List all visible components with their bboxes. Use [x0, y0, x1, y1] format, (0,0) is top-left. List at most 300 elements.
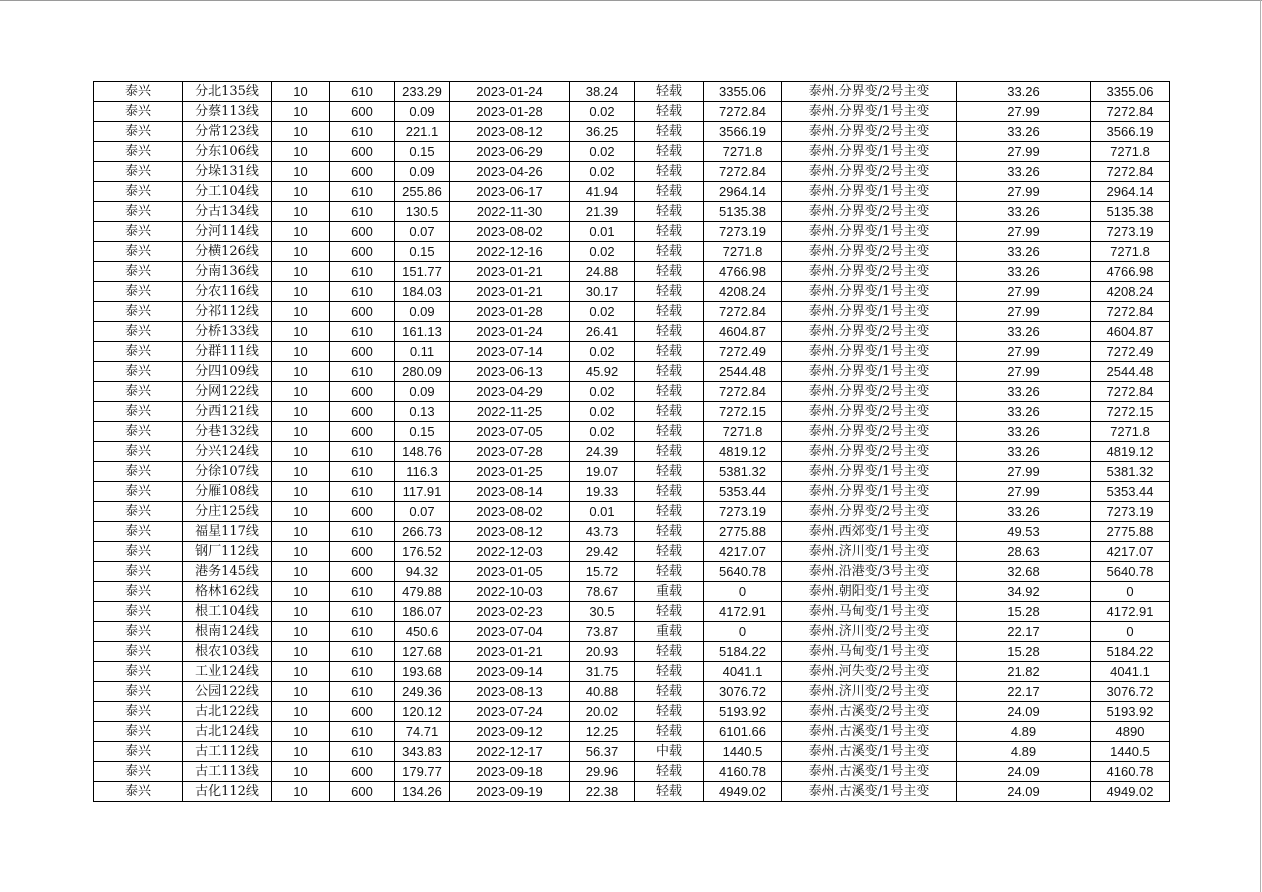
cell-load-level: 轻载 [635, 602, 704, 622]
cell-available-capacity: 4217.07 [1091, 542, 1170, 562]
cell-date: 2023-09-18 [450, 762, 570, 782]
cell-transformer-load-rate: 33.26 [957, 422, 1091, 442]
cell-rated-current: 610 [330, 642, 395, 662]
cell-load-rate: 36.25 [570, 122, 635, 142]
cell-voltage-kv: 10 [272, 462, 330, 482]
cell-rated-current: 600 [330, 562, 395, 582]
cell-transformer: 泰州.分界变/1号主变 [782, 302, 957, 322]
cell-voltage-kv: 10 [272, 622, 330, 642]
cell-transformer: 泰州.古溪变/1号主变 [782, 782, 957, 802]
cell-transformer-load-rate: 33.26 [957, 162, 1091, 182]
cell-rated-current: 610 [330, 122, 395, 142]
cell-rated-current: 610 [330, 522, 395, 542]
cell-voltage-kv: 10 [272, 362, 330, 382]
cell-voltage-kv: 10 [272, 382, 330, 402]
cell-rated-current: 600 [330, 422, 395, 442]
cell-spare-capacity: 7272.84 [704, 162, 782, 182]
cell-load-rate: 30.5 [570, 602, 635, 622]
cell-load-level: 轻载 [635, 102, 704, 122]
cell-load-current: 0.09 [395, 382, 450, 402]
cell-line-name: 格林162线 [183, 582, 272, 602]
cell-available-capacity: 0 [1091, 582, 1170, 602]
cell-load-current: 116.3 [395, 462, 450, 482]
cell-load-rate: 30.17 [570, 282, 635, 302]
cell-transformer-load-rate: 33.26 [957, 402, 1091, 422]
cell-load-current: 179.77 [395, 762, 450, 782]
cell-transformer: 泰州.分界变/2号主变 [782, 82, 957, 102]
cell-available-capacity: 5640.78 [1091, 562, 1170, 582]
cell-spare-capacity: 7271.8 [704, 422, 782, 442]
cell-county: 泰兴 [94, 642, 183, 662]
cell-voltage-kv: 10 [272, 442, 330, 462]
cell-county: 泰兴 [94, 122, 183, 142]
cell-load-rate: 43.73 [570, 522, 635, 542]
cell-spare-capacity: 2775.88 [704, 522, 782, 542]
cell-load-rate: 0.02 [570, 422, 635, 442]
cell-spare-capacity: 4766.98 [704, 262, 782, 282]
cell-line-name: 工业124线 [183, 662, 272, 682]
cell-line-name: 分四109线 [183, 362, 272, 382]
cell-line-name: 分庄125线 [183, 502, 272, 522]
cell-voltage-kv: 10 [272, 202, 330, 222]
cell-available-capacity: 2964.14 [1091, 182, 1170, 202]
cell-county: 泰兴 [94, 322, 183, 342]
cell-rated-current: 600 [330, 502, 395, 522]
cell-spare-capacity: 4160.78 [704, 762, 782, 782]
cell-spare-capacity: 4819.12 [704, 442, 782, 462]
cell-available-capacity: 4208.24 [1091, 282, 1170, 302]
cell-line-name: 公园122线 [183, 682, 272, 702]
cell-county: 泰兴 [94, 102, 183, 122]
table-row [94, 482, 1170, 502]
cell-load-level: 轻载 [635, 302, 704, 322]
cell-transformer: 泰州.分界变/1号主变 [782, 482, 957, 502]
cell-load-current: 193.68 [395, 662, 450, 682]
cell-line-name: 港务145线 [183, 562, 272, 582]
cell-line-name: 分桥133线 [183, 322, 272, 342]
cell-date: 2022-12-03 [450, 542, 570, 562]
cell-spare-capacity: 5135.38 [704, 202, 782, 222]
cell-transformer-load-rate: 33.26 [957, 502, 1091, 522]
cell-load-rate: 0.02 [570, 242, 635, 262]
table-row [94, 262, 1170, 282]
cell-load-current: 184.03 [395, 282, 450, 302]
cell-rated-current: 600 [330, 382, 395, 402]
cell-county: 泰兴 [94, 202, 183, 222]
cell-voltage-kv: 10 [272, 582, 330, 602]
cell-transformer-load-rate: 24.09 [957, 702, 1091, 722]
page-edge-top [0, 0, 1262, 1]
cell-load-level: 重载 [635, 622, 704, 642]
cell-rated-current: 600 [330, 302, 395, 322]
cell-county: 泰兴 [94, 282, 183, 302]
cell-spare-capacity: 3355.06 [704, 82, 782, 102]
cell-county: 泰兴 [94, 262, 183, 282]
cell-load-current: 151.77 [395, 262, 450, 282]
cell-load-current: 0.15 [395, 142, 450, 162]
cell-load-rate: 0.01 [570, 222, 635, 242]
cell-date: 2022-12-17 [450, 742, 570, 762]
cell-date: 2023-01-24 [450, 82, 570, 102]
cell-available-capacity: 7272.84 [1091, 102, 1170, 122]
cell-load-level: 轻载 [635, 322, 704, 342]
cell-transformer-load-rate: 33.26 [957, 242, 1091, 262]
cell-spare-capacity: 3566.19 [704, 122, 782, 142]
cell-transformer-load-rate: 33.26 [957, 442, 1091, 462]
cell-load-level: 轻载 [635, 722, 704, 742]
cell-rated-current: 600 [330, 162, 395, 182]
cell-rated-current: 610 [330, 442, 395, 462]
cell-transformer: 泰州.朝阳变/1号主变 [782, 582, 957, 602]
cell-transformer-load-rate: 32.68 [957, 562, 1091, 582]
cell-load-level: 轻载 [635, 462, 704, 482]
cell-county: 泰兴 [94, 782, 183, 802]
cell-load-level: 轻载 [635, 782, 704, 802]
cell-available-capacity: 0 [1091, 622, 1170, 642]
cell-transformer-load-rate: 27.99 [957, 282, 1091, 302]
cell-county: 泰兴 [94, 722, 183, 742]
cell-load-current: 266.73 [395, 522, 450, 542]
cell-load-rate: 19.07 [570, 462, 635, 482]
cell-available-capacity: 5353.44 [1091, 482, 1170, 502]
cell-load-current: 94.32 [395, 562, 450, 582]
cell-spare-capacity: 4949.02 [704, 782, 782, 802]
cell-line-name: 福星117线 [183, 522, 272, 542]
cell-county: 泰兴 [94, 402, 183, 422]
cell-county: 泰兴 [94, 542, 183, 562]
cell-line-name: 分工104线 [183, 182, 272, 202]
cell-date: 2023-06-29 [450, 142, 570, 162]
cell-voltage-kv: 10 [272, 122, 330, 142]
cell-transformer-load-rate: 33.26 [957, 122, 1091, 142]
cell-load-rate: 0.02 [570, 162, 635, 182]
cell-county: 泰兴 [94, 342, 183, 362]
cell-county: 泰兴 [94, 522, 183, 542]
cell-line-name: 分蔡113线 [183, 102, 272, 122]
cell-load-rate: 19.33 [570, 482, 635, 502]
cell-available-capacity: 7273.19 [1091, 222, 1170, 242]
cell-date: 2023-01-05 [450, 562, 570, 582]
cell-date: 2023-07-14 [450, 342, 570, 362]
cell-load-level: 轻载 [635, 242, 704, 262]
table-row [94, 102, 1170, 122]
cell-spare-capacity: 4217.07 [704, 542, 782, 562]
cell-transformer: 泰州.河失变/2号主变 [782, 662, 957, 682]
cell-transformer: 泰州.分界变/1号主变 [782, 182, 957, 202]
cell-load-rate: 40.88 [570, 682, 635, 702]
table-row [94, 702, 1170, 722]
cell-transformer-load-rate: 33.26 [957, 82, 1091, 102]
cell-transformer: 泰州.马甸变/1号主变 [782, 642, 957, 662]
cell-available-capacity: 7272.84 [1091, 382, 1170, 402]
cell-voltage-kv: 10 [272, 102, 330, 122]
table-row [94, 282, 1170, 302]
table-row [94, 422, 1170, 442]
cell-load-current: 74.71 [395, 722, 450, 742]
cell-transformer: 泰州.分界变/1号主变 [782, 142, 957, 162]
cell-load-rate: 29.96 [570, 762, 635, 782]
cell-line-name: 分东106线 [183, 142, 272, 162]
cell-transformer: 泰州.西郊变/1号主变 [782, 522, 957, 542]
cell-load-current: 0.09 [395, 302, 450, 322]
cell-spare-capacity: 4604.87 [704, 322, 782, 342]
cell-load-level: 轻载 [635, 662, 704, 682]
cell-load-level: 轻载 [635, 422, 704, 442]
cell-transformer-load-rate: 27.99 [957, 102, 1091, 122]
cell-load-current: 221.1 [395, 122, 450, 142]
cell-load-level: 轻载 [635, 562, 704, 582]
cell-load-rate: 0.02 [570, 402, 635, 422]
cell-load-level: 轻载 [635, 702, 704, 722]
cell-date: 2023-01-28 [450, 302, 570, 322]
cell-date: 2022-11-30 [450, 202, 570, 222]
cell-load-current: 255.86 [395, 182, 450, 202]
cell-date: 2023-07-04 [450, 622, 570, 642]
cell-date: 2023-08-13 [450, 682, 570, 702]
cell-line-name: 分徐107线 [183, 462, 272, 482]
cell-spare-capacity: 7271.8 [704, 142, 782, 162]
cell-county: 泰兴 [94, 302, 183, 322]
cell-available-capacity: 7271.8 [1091, 422, 1170, 442]
cell-line-name: 根南124线 [183, 622, 272, 642]
cell-spare-capacity: 2964.14 [704, 182, 782, 202]
cell-load-level: 轻载 [635, 402, 704, 422]
cell-spare-capacity: 2544.48 [704, 362, 782, 382]
cell-load-level: 轻载 [635, 362, 704, 382]
cell-voltage-kv: 10 [272, 722, 330, 742]
cell-line-name: 古化112线 [183, 782, 272, 802]
cell-spare-capacity: 7272.49 [704, 342, 782, 362]
cell-transformer: 泰州.分界变/2号主变 [782, 422, 957, 442]
cell-rated-current: 610 [330, 482, 395, 502]
cell-available-capacity: 2544.48 [1091, 362, 1170, 382]
cell-load-rate: 31.75 [570, 662, 635, 682]
page-edge-right [1260, 0, 1261, 892]
cell-county: 泰兴 [94, 142, 183, 162]
cell-transformer-load-rate: 49.53 [957, 522, 1091, 542]
cell-transformer-load-rate: 28.63 [957, 542, 1091, 562]
table-row [94, 642, 1170, 662]
cell-load-rate: 21.39 [570, 202, 635, 222]
cell-load-current: 0.07 [395, 222, 450, 242]
cell-available-capacity: 7271.8 [1091, 242, 1170, 262]
cell-date: 2023-04-29 [450, 382, 570, 402]
cell-county: 泰兴 [94, 422, 183, 442]
cell-transformer-load-rate: 27.99 [957, 222, 1091, 242]
cell-rated-current: 610 [330, 462, 395, 482]
cell-load-rate: 29.42 [570, 542, 635, 562]
cell-county: 泰兴 [94, 602, 183, 622]
cell-county: 泰兴 [94, 242, 183, 262]
cell-rated-current: 610 [330, 602, 395, 622]
table-row [94, 222, 1170, 242]
cell-transformer: 泰州.分界变/1号主变 [782, 362, 957, 382]
cell-load-level: 轻载 [635, 642, 704, 662]
cell-rated-current: 600 [330, 702, 395, 722]
cell-transformer-load-rate: 15.28 [957, 642, 1091, 662]
cell-rated-current: 600 [330, 102, 395, 122]
cell-rated-current: 610 [330, 82, 395, 102]
cell-load-level: 轻载 [635, 382, 704, 402]
cell-load-rate: 15.72 [570, 562, 635, 582]
cell-voltage-kv: 10 [272, 782, 330, 802]
cell-line-name: 分兴124线 [183, 442, 272, 462]
cell-county: 泰兴 [94, 462, 183, 482]
cell-county: 泰兴 [94, 162, 183, 182]
cell-date: 2022-12-16 [450, 242, 570, 262]
cell-date: 2023-01-28 [450, 102, 570, 122]
cell-load-current: 0.11 [395, 342, 450, 362]
cell-spare-capacity: 7272.84 [704, 302, 782, 322]
cell-available-capacity: 4819.12 [1091, 442, 1170, 462]
cell-county: 泰兴 [94, 662, 183, 682]
cell-transformer: 泰州.分界变/2号主变 [782, 242, 957, 262]
cell-date: 2023-01-21 [450, 282, 570, 302]
cell-available-capacity: 4041.1 [1091, 662, 1170, 682]
cell-rated-current: 610 [330, 722, 395, 742]
cell-line-name: 分北135线 [183, 82, 272, 102]
cell-available-capacity: 4890 [1091, 722, 1170, 742]
cell-available-capacity: 7272.49 [1091, 342, 1170, 362]
cell-load-rate: 20.02 [570, 702, 635, 722]
cell-load-level: 轻载 [635, 262, 704, 282]
cell-date: 2023-08-14 [450, 482, 570, 502]
cell-line-name: 古工113线 [183, 762, 272, 782]
cell-load-rate: 12.25 [570, 722, 635, 742]
table-row [94, 722, 1170, 742]
cell-line-name: 分常123线 [183, 122, 272, 142]
cell-available-capacity: 3355.06 [1091, 82, 1170, 102]
cell-load-current: 0.15 [395, 242, 450, 262]
cell-county: 泰兴 [94, 382, 183, 402]
cell-spare-capacity: 7273.19 [704, 502, 782, 522]
cell-date: 2023-07-24 [450, 702, 570, 722]
table-row [94, 622, 1170, 642]
cell-load-rate: 45.92 [570, 362, 635, 382]
cell-available-capacity: 5135.38 [1091, 202, 1170, 222]
cell-date: 2023-08-12 [450, 122, 570, 142]
cell-available-capacity: 4949.02 [1091, 782, 1170, 802]
cell-line-name: 古工112线 [183, 742, 272, 762]
cell-date: 2023-08-02 [450, 222, 570, 242]
cell-available-capacity: 5184.22 [1091, 642, 1170, 662]
cell-county: 泰兴 [94, 482, 183, 502]
cell-available-capacity: 7272.15 [1091, 402, 1170, 422]
cell-load-level: 轻载 [635, 522, 704, 542]
cell-voltage-kv: 10 [272, 242, 330, 262]
table-row [94, 142, 1170, 162]
cell-voltage-kv: 10 [272, 222, 330, 242]
cell-date: 2023-01-25 [450, 462, 570, 482]
cell-load-level: 轻载 [635, 142, 704, 162]
cell-date: 2023-09-14 [450, 662, 570, 682]
cell-line-name: 分网122线 [183, 382, 272, 402]
table-row [94, 542, 1170, 562]
cell-date: 2023-08-02 [450, 502, 570, 522]
cell-load-level: 轻载 [635, 502, 704, 522]
cell-rated-current: 600 [330, 402, 395, 422]
cell-spare-capacity: 7272.84 [704, 102, 782, 122]
cell-date: 2023-01-21 [450, 262, 570, 282]
cell-transformer-load-rate: 33.26 [957, 262, 1091, 282]
cell-rated-current: 600 [330, 782, 395, 802]
cell-line-name: 根工104线 [183, 602, 272, 622]
cell-load-current: 134.26 [395, 782, 450, 802]
cell-line-name: 古北124线 [183, 722, 272, 742]
cell-voltage-kv: 10 [272, 502, 330, 522]
cell-load-level: 轻载 [635, 542, 704, 562]
cell-transformer-load-rate: 21.82 [957, 662, 1091, 682]
cell-spare-capacity: 7271.8 [704, 242, 782, 262]
cell-voltage-kv: 10 [272, 642, 330, 662]
table-row [94, 682, 1170, 702]
cell-load-current: 127.68 [395, 642, 450, 662]
cell-spare-capacity: 7273.19 [704, 222, 782, 242]
cell-transformer-load-rate: 34.92 [957, 582, 1091, 602]
cell-load-rate: 56.37 [570, 742, 635, 762]
table-row [94, 602, 1170, 622]
cell-county: 泰兴 [94, 502, 183, 522]
cell-spare-capacity: 5353.44 [704, 482, 782, 502]
cell-load-level: 轻载 [635, 162, 704, 182]
cell-load-rate: 73.87 [570, 622, 635, 642]
cell-load-level: 轻载 [635, 442, 704, 462]
cell-transformer: 泰州.分界变/2号主变 [782, 442, 957, 462]
cell-spare-capacity: 5184.22 [704, 642, 782, 662]
cell-load-current: 280.09 [395, 362, 450, 382]
cell-line-name: 分雁108线 [183, 482, 272, 502]
cell-county: 泰兴 [94, 222, 183, 242]
cell-transformer-load-rate: 24.09 [957, 782, 1091, 802]
cell-rated-current: 600 [330, 542, 395, 562]
cell-county: 泰兴 [94, 702, 183, 722]
cell-load-current: 233.29 [395, 82, 450, 102]
cell-voltage-kv: 10 [272, 302, 330, 322]
cell-load-current: 0.09 [395, 102, 450, 122]
cell-line-name: 分南136线 [183, 262, 272, 282]
cell-available-capacity: 4172.91 [1091, 602, 1170, 622]
table-row [94, 242, 1170, 262]
table-body [94, 82, 1170, 802]
cell-line-name: 分横126线 [183, 242, 272, 262]
table-row [94, 162, 1170, 182]
cell-voltage-kv: 10 [272, 142, 330, 162]
table-row [94, 302, 1170, 322]
cell-voltage-kv: 10 [272, 162, 330, 182]
cell-date: 2023-08-12 [450, 522, 570, 542]
cell-load-rate: 24.88 [570, 262, 635, 282]
cell-available-capacity: 2775.88 [1091, 522, 1170, 542]
cell-county: 泰兴 [94, 82, 183, 102]
cell-transformer-load-rate: 27.99 [957, 362, 1091, 382]
cell-date: 2023-07-05 [450, 422, 570, 442]
table-row [94, 322, 1170, 342]
cell-load-level: 轻载 [635, 482, 704, 502]
cell-spare-capacity: 0 [704, 622, 782, 642]
cell-load-rate: 26.41 [570, 322, 635, 342]
cell-transformer-load-rate: 4.89 [957, 742, 1091, 762]
cell-spare-capacity: 5640.78 [704, 562, 782, 582]
table-row [94, 362, 1170, 382]
cell-line-name: 根农103线 [183, 642, 272, 662]
cell-county: 泰兴 [94, 362, 183, 382]
cell-transformer-load-rate: 24.09 [957, 762, 1091, 782]
cell-transformer: 泰州.分界变/2号主变 [782, 502, 957, 522]
cell-date: 2023-02-23 [450, 602, 570, 622]
cell-load-level: 轻载 [635, 682, 704, 702]
cell-voltage-kv: 10 [272, 482, 330, 502]
cell-spare-capacity: 4208.24 [704, 282, 782, 302]
